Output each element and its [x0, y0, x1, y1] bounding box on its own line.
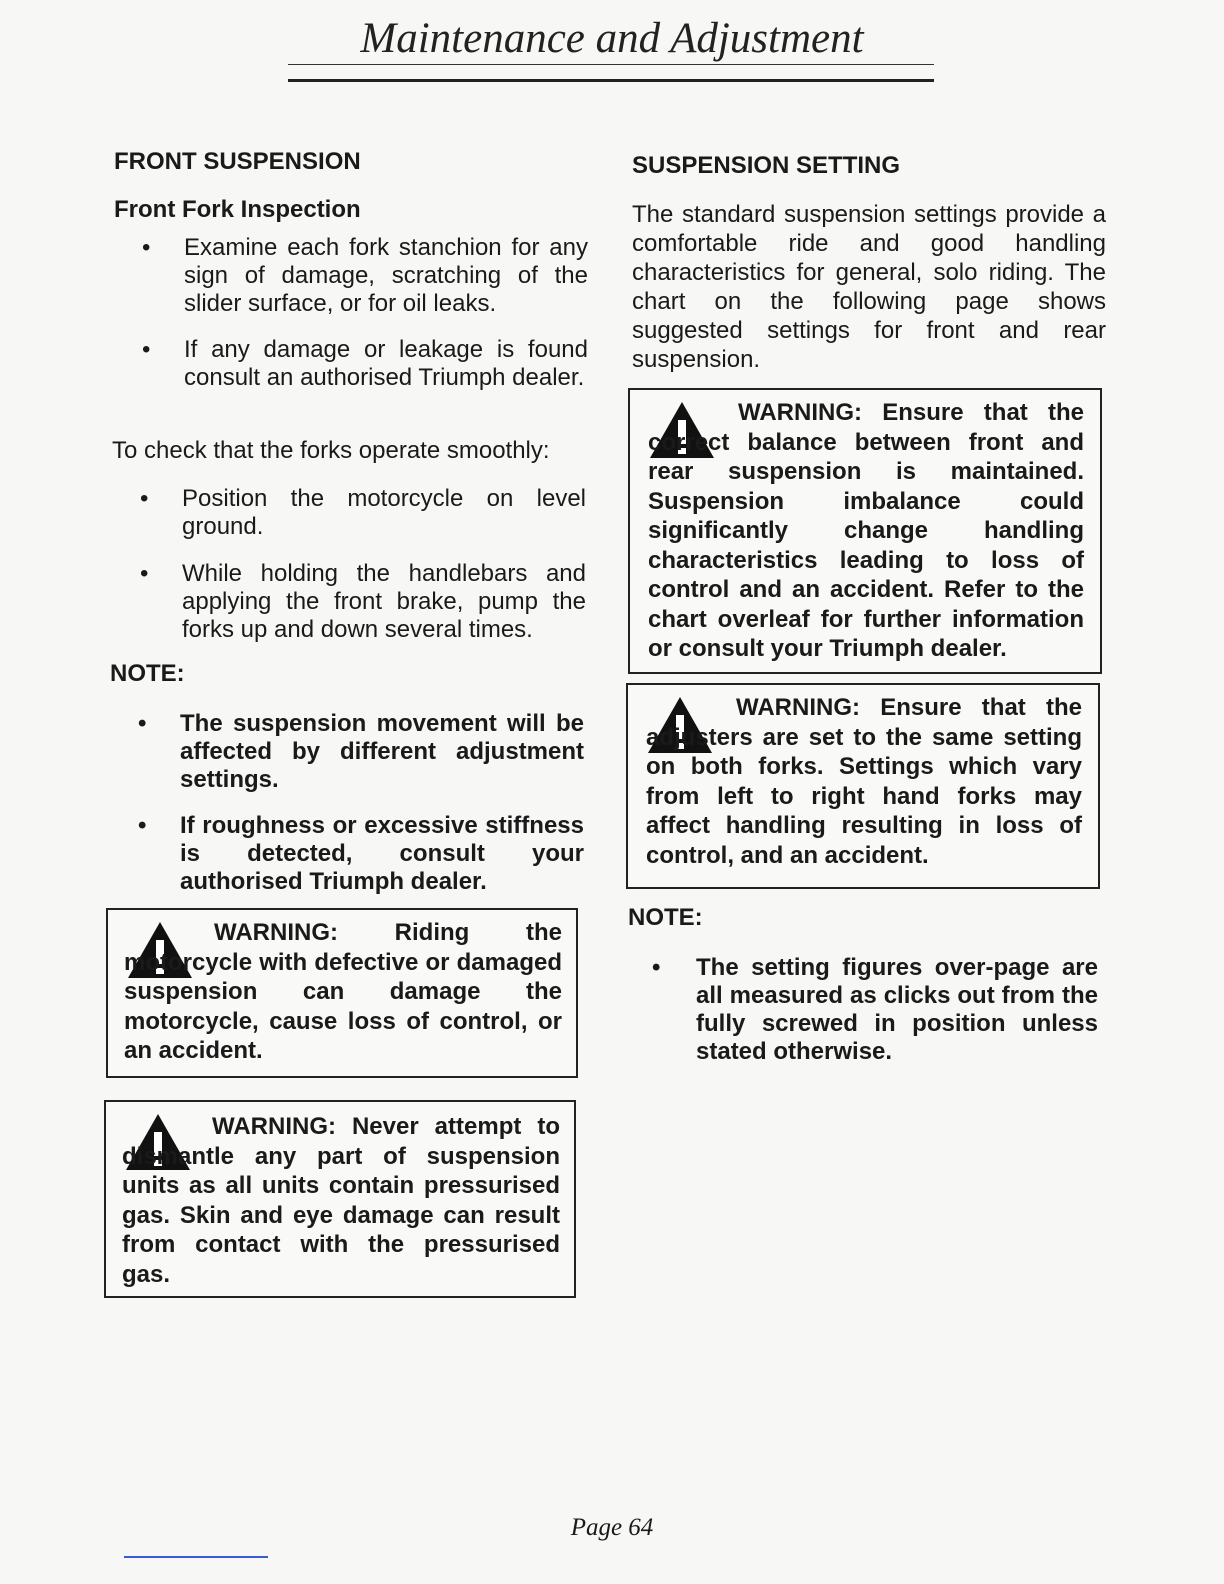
page-title: Maintenance and Adjustment — [360, 15, 864, 62]
front-suspension-heading: FRONT SUSPENSION — [114, 148, 361, 175]
warning-box — [106, 908, 578, 1078]
warning-box — [628, 388, 1102, 674]
note-label: NOTE: — [110, 660, 185, 687]
note-label: NOTE: — [628, 904, 703, 931]
suspension-intro: The standard suspension settings provide a comfortable ride and good handling characteristics for general, solo riding. The chart on the following page shows suggested settings for front and rear suspension. — [632, 201, 1106, 373]
bullet-icon: • — [140, 485, 149, 512]
title-rule — [288, 64, 934, 82]
page-number: Page 64 — [570, 1514, 654, 1541]
warning-text: WARNING: Ensure that the adjusters are set to the same setting on both forks. Settings which vary from left to right hand forks may affect handling resulting in loss of control, and an accident. — [646, 694, 1082, 869]
bullet-icon: • — [652, 954, 661, 981]
warning-box — [626, 683, 1100, 889]
bullet-icon: • — [142, 336, 151, 363]
bullet-icon: • — [138, 812, 147, 839]
warning-text: WARNING: Ensure that the correct balance between front and rear suspension is maintained. Suspension imbalance could significantly change handling characteristics leading to loss of control and an accident. Refer to the chart overleaf for further information or consult your Triumph dealer. — [648, 399, 1084, 662]
bottom-underline — [124, 1556, 268, 1558]
front-fork-inspection-heading: Front Fork Inspection — [114, 196, 361, 223]
check-intro: To check that the forks operate smoothly: — [112, 437, 550, 464]
suspension-setting-heading: SUSPENSION SETTING — [632, 152, 901, 179]
warning-box — [104, 1100, 576, 1298]
bullet-icon: • — [142, 234, 151, 261]
bullet-icon: • — [138, 710, 147, 737]
bullet-icon: • — [140, 560, 149, 587]
warning-text: WARNING: Never attempt to dismantle any part of suspension units as all units contain pressurised gas. Skin and eye damage can result from contact with the pressurised gas. — [122, 1113, 560, 1288]
warning-text: WARNING: Riding the motorcycle with defective or damaged suspension can damage the motorcycle, cause loss of control, or an accident. — [124, 919, 562, 1064]
